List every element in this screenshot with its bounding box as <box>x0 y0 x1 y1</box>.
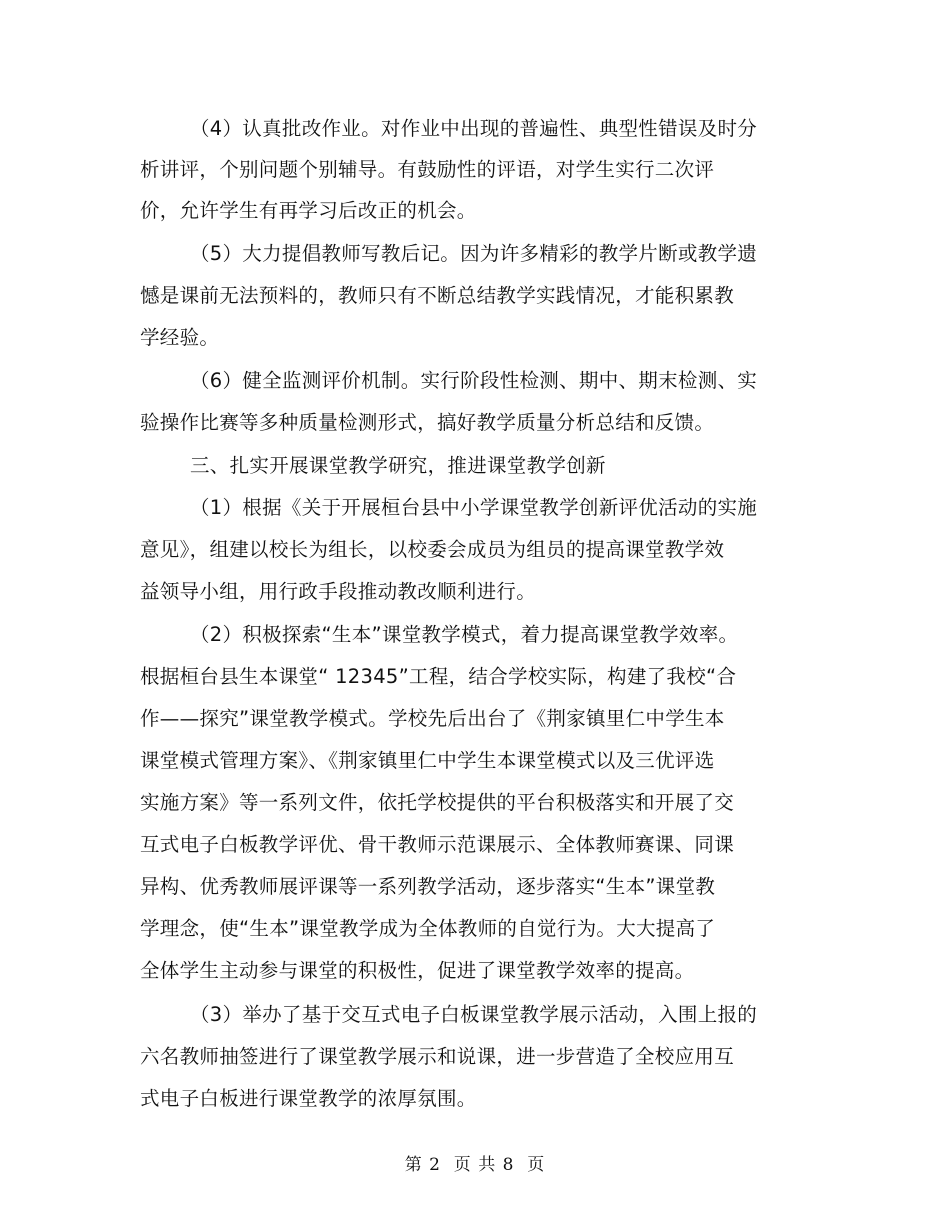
text-line: 益领导小组，用行政手段推动教改顺利进行。 <box>140 580 537 603</box>
text-line: 六名教师抽签进行了课堂教学展示和说课，进一步营造了全校应用互 <box>140 1045 735 1068</box>
page-number-footer: 第 2 页 共 8 页 <box>404 1155 546 1175</box>
text-line: 憾是课前无法预料的，教师只有不断总结教学实践情况，才能积累教 <box>140 284 735 307</box>
section-heading: 三、扎实开展课堂教学研究，推进课堂教学创新 <box>190 454 606 477</box>
text-line: 实施方案》等一系列文件，依托学校提供的平台积极落实和开展了交 <box>140 791 735 814</box>
text-line: 根据桓台县生本课堂“ 12345”工程，结合学校实际，构建了我校“合 <box>140 665 737 688</box>
text-line: （3）举办了基于交互式电子白板课堂教学展示活动，入围上报的 <box>190 1003 758 1026</box>
text-line: 析讲评，个别问题个别辅导。有鼓励性的评语，对学生实行二次评 <box>140 158 715 181</box>
text-line: （1）根据《关于开展桓台县中小学课堂教学创新评优活动的实施 <box>190 496 758 519</box>
text-line: （5）大力提倡教师写教后记。因为许多精彩的教学片断或教学遗 <box>190 242 758 265</box>
text-line: 课堂模式管理方案》、《荆家镇里仁中学生本课堂模式以及三优评选 <box>140 749 715 772</box>
text-line: （4）认真批改作业。对作业中出现的普遍性、典型性错误及时分 <box>190 117 758 140</box>
text-line: 价，允许学生有再学习后改正的机会。 <box>140 199 477 222</box>
text-line: 全体学生主动参与课堂的积极性，促进了课堂教学效率的提高。 <box>140 959 695 982</box>
text-line: 意见》，组建以校长为组长，以校委会成员为组员的提高课堂教学效 <box>140 538 725 561</box>
text-line: 验操作比赛等多种质量检测形式，搞好教学质量分析总结和反馈。 <box>140 411 715 434</box>
text-line: 异构、优秀教师展评课等一系列教学活动，逐步落实“生本”课堂教 <box>140 875 716 898</box>
text-line: 作——探究”课堂教学模式。学校先后出台了《荆家镇里仁中学生本 <box>140 707 725 730</box>
text-line: 学经验。 <box>140 326 220 349</box>
text-line: （6）健全监测评价机制。实行阶段性检测、期中、期末检测、实 <box>190 369 758 392</box>
text-line: 式电子白板进行课堂教学的浓厚氛围。 <box>140 1087 477 1110</box>
text-line: 互式电子白板教学评优、骨干教师示范课展示、全体教师赛课、同课 <box>140 833 735 856</box>
text-line: 学理念，使“生本”课堂教学成为全体教师的自觉行为。大大提高了 <box>140 917 716 940</box>
text-line: （2）积极探索“生本”课堂教学模式，着力提高课堂教学效率。 <box>190 623 739 646</box>
